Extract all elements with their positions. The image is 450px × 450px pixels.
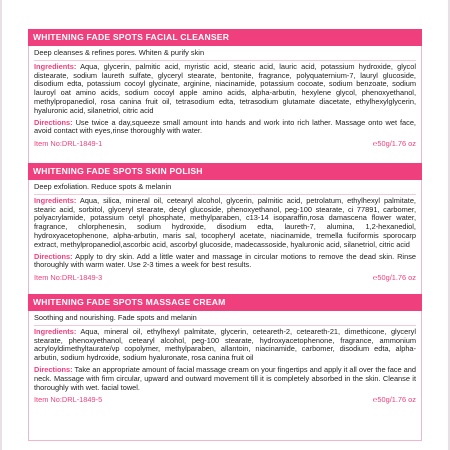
section-body (28, 180, 422, 300)
section-footer (34, 395, 416, 404)
section-footer (34, 139, 416, 148)
item-number: Item No:DRL-1849-5 (34, 395, 103, 405)
net-weight: ℮50g/1.76 oz (372, 273, 416, 283)
net-weight: ℮50g/1.76 oz (372, 395, 416, 405)
divider (34, 194, 416, 195)
directions-body: Take an appropriate amount of facial massage cream on your fingertips and apply it all over the face and neck. Massage with firm circular, upward and outward movement till it is completely absorbed in the skin. Cleanse it thoroughly with wet. facial towel. (34, 364, 417, 392)
section-body (28, 46, 422, 173)
directions-label: Directions: (34, 364, 73, 374)
item-number: Item No:DRL-1849-3 (34, 273, 103, 283)
section-facial-cleanser (28, 29, 422, 173)
directions-text (34, 366, 416, 392)
ingredients-text (34, 197, 416, 250)
section-subtitle: Soothing and nourishing. Fade spots and melanin (34, 313, 197, 322)
section-title: WHITENING FADE SPOTS MASSAGE CREAM (28, 294, 422, 311)
item-number: Item No:DRL-1849-1 (34, 139, 103, 149)
section-body (28, 311, 422, 441)
directions-body: Apply to dry skin. Add a little water and massage in circular motions to remove the dead skin. Rinse thoroughly with warm water. Use 2-3 times a week for best results. (34, 251, 416, 270)
ingredients-text (34, 63, 416, 116)
ingredients-label: Ingredients: (34, 326, 77, 336)
section-skin-polish (28, 163, 422, 300)
section-subtitle: Deep cleanses & refines pores. Whiten & purify skin (34, 48, 205, 57)
section-title: WHITENING FADE SPOTS FACIAL CLEANSER (28, 29, 422, 46)
directions-text (34, 119, 416, 137)
section-footer (34, 273, 416, 282)
section-title: WHITENING FADE SPOTS SKIN POLISH (28, 163, 422, 180)
divider (34, 60, 416, 61)
ingredients-list: Aqua, mineral oil, ethylhexyl palmitate, glycerin, ceteareth-2, ceteareth-21, dimethicone, glyceryl stearate, phenoxyethanol, cetearyl alcohol, peg-100 stearate, hydroxyacetophenone, fragrance, ammonium acryloyldimethyltaurate/vp copolymer, methylparaben, allantoin, niacinamide, carbomer, disodium edta, alpha-arbutin, sodium hydroxide, sodium hyaluronate, rosa canina fruit oil (34, 326, 416, 363)
ingredients-list: Aqua, glycerin, palmitic acid, myristic acid, stearic acid, lauric acid, potassium hydroxide, glycol distearate, sodium laureth sulfate, glyceryl stearate, bentonite, fragrance, polyquaternium-7, lauryl glucoside, disodium edta, potassium cocoyl glycinate, arginine, niacinamide, potassium cocoate, sodium benzoate, sodium lauroyl oat amino acids, sodium cocoyl apple amino acids, alpha-arbutin, hexylene glycol, phenoxyethanol, methylpropanediol, rosa canina fruit oil, tetrasodium edta, tetrasodium glutamate diacetate, ethylhexylglycerin, hyaluronic acid, silanetriol, citric acid (34, 61, 416, 115)
section-massage-cream (28, 294, 422, 441)
divider (34, 325, 416, 326)
net-weight: ℮50g/1.76 oz (372, 139, 416, 149)
directions-body: Use twice a day,squeeze small amount into hands and work into rich lather. Massage onto wet face, avoid contact with eyes,rinse thoroughly with water. (34, 117, 416, 136)
ingredients-list: Aqua, silica, mineral oil, cetearyl alcohol, glycerin, palmitic acid, petrolatum, ethylhexyl palmitate, stearic acid, sorbitol, glyceryl stearate, decyl glucoside, phenoxyethanol, peg-100 stearate, ci 77891, carbomer, polyacrylamide, potassium cetyl phosphate, methylparaben, c13-14 isoparaffin,rosa damascena flower water, fragrance, chlorphenesin, sodium hydroxide, disodium edta, laureth-7, alumina, 1,2-hexanediol, hydroxyacetophenone, alpha-arbutin, maris sal, tocopheryl acetate, niacinamide, tremella fuciformis sporocarp extract, methylpropanediol,ascorbic acid, ascorbyl glucoside, madecassoside, hyaluronic acid, silanetriol, citric acid (34, 195, 416, 249)
section-subtitle: Deep exfoliation. Reduce spots & melanin (34, 182, 172, 191)
ingredients-label: Ingredients: (34, 61, 77, 71)
directions-label: Directions: (34, 117, 73, 127)
ingredients-label: Ingredients: (34, 195, 77, 205)
directions-label: Directions: (34, 251, 73, 261)
ingredients-text (34, 328, 416, 363)
directions-text (34, 253, 416, 271)
